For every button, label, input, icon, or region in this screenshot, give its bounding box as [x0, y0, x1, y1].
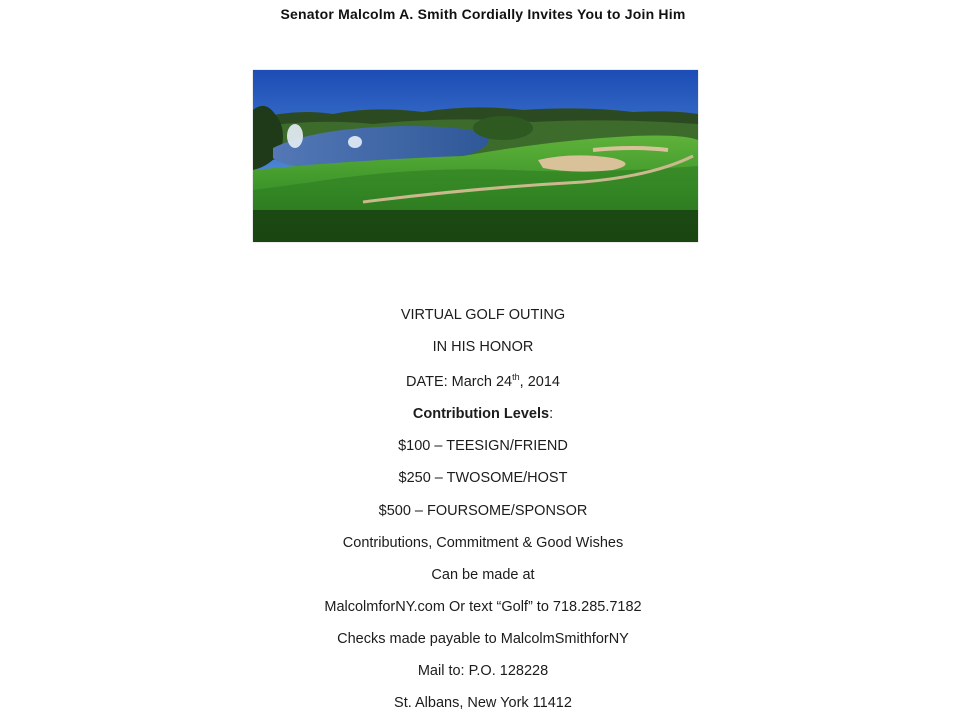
contribution-heading-label: Contribution Levels [412, 406, 550, 422]
details-line-website-text: MalcolmforNY.com Or text “Golf” to 718.285.7182 [324, 599, 642, 615]
event-date-year: , 2014 [519, 374, 560, 390]
details-line-checks: Checks made payable to MalcolmSmithforNY [337, 631, 629, 647]
event-subtitle: IN HIS HONOR [432, 339, 534, 355]
details-line-can-be-made: Can be made at [431, 567, 535, 583]
event-date [0, 374, 966, 390]
contribution-levels-heading [0, 406, 966, 422]
details-line-mail: Mail to: P.O. 128228 [417, 663, 549, 679]
details-line-address: St. Albans, New York 11412 [394, 695, 572, 711]
contribution-level-250: $250 – TWOSOME/HOST [398, 470, 568, 486]
event-title: VIRTUAL GOLF OUTING [400, 307, 566, 323]
event-date-suffix: th [512, 372, 520, 382]
contribution-level-500: $500 – FOURSOME/SPONSOR [378, 503, 588, 519]
contribution-level-100: $100 – TEESIGN/FRIEND [398, 438, 568, 454]
contribution-heading-colon: : [549, 406, 554, 422]
event-date-prefix: DATE: March 24 [406, 374, 513, 390]
golf-course-image [253, 70, 698, 242]
invitation-headline: Senator Malcolm A. Smith Cordially Invites You to Join Him [280, 6, 686, 22]
details-line-contributions: Contributions, Commitment & Good Wishes [342, 535, 624, 551]
